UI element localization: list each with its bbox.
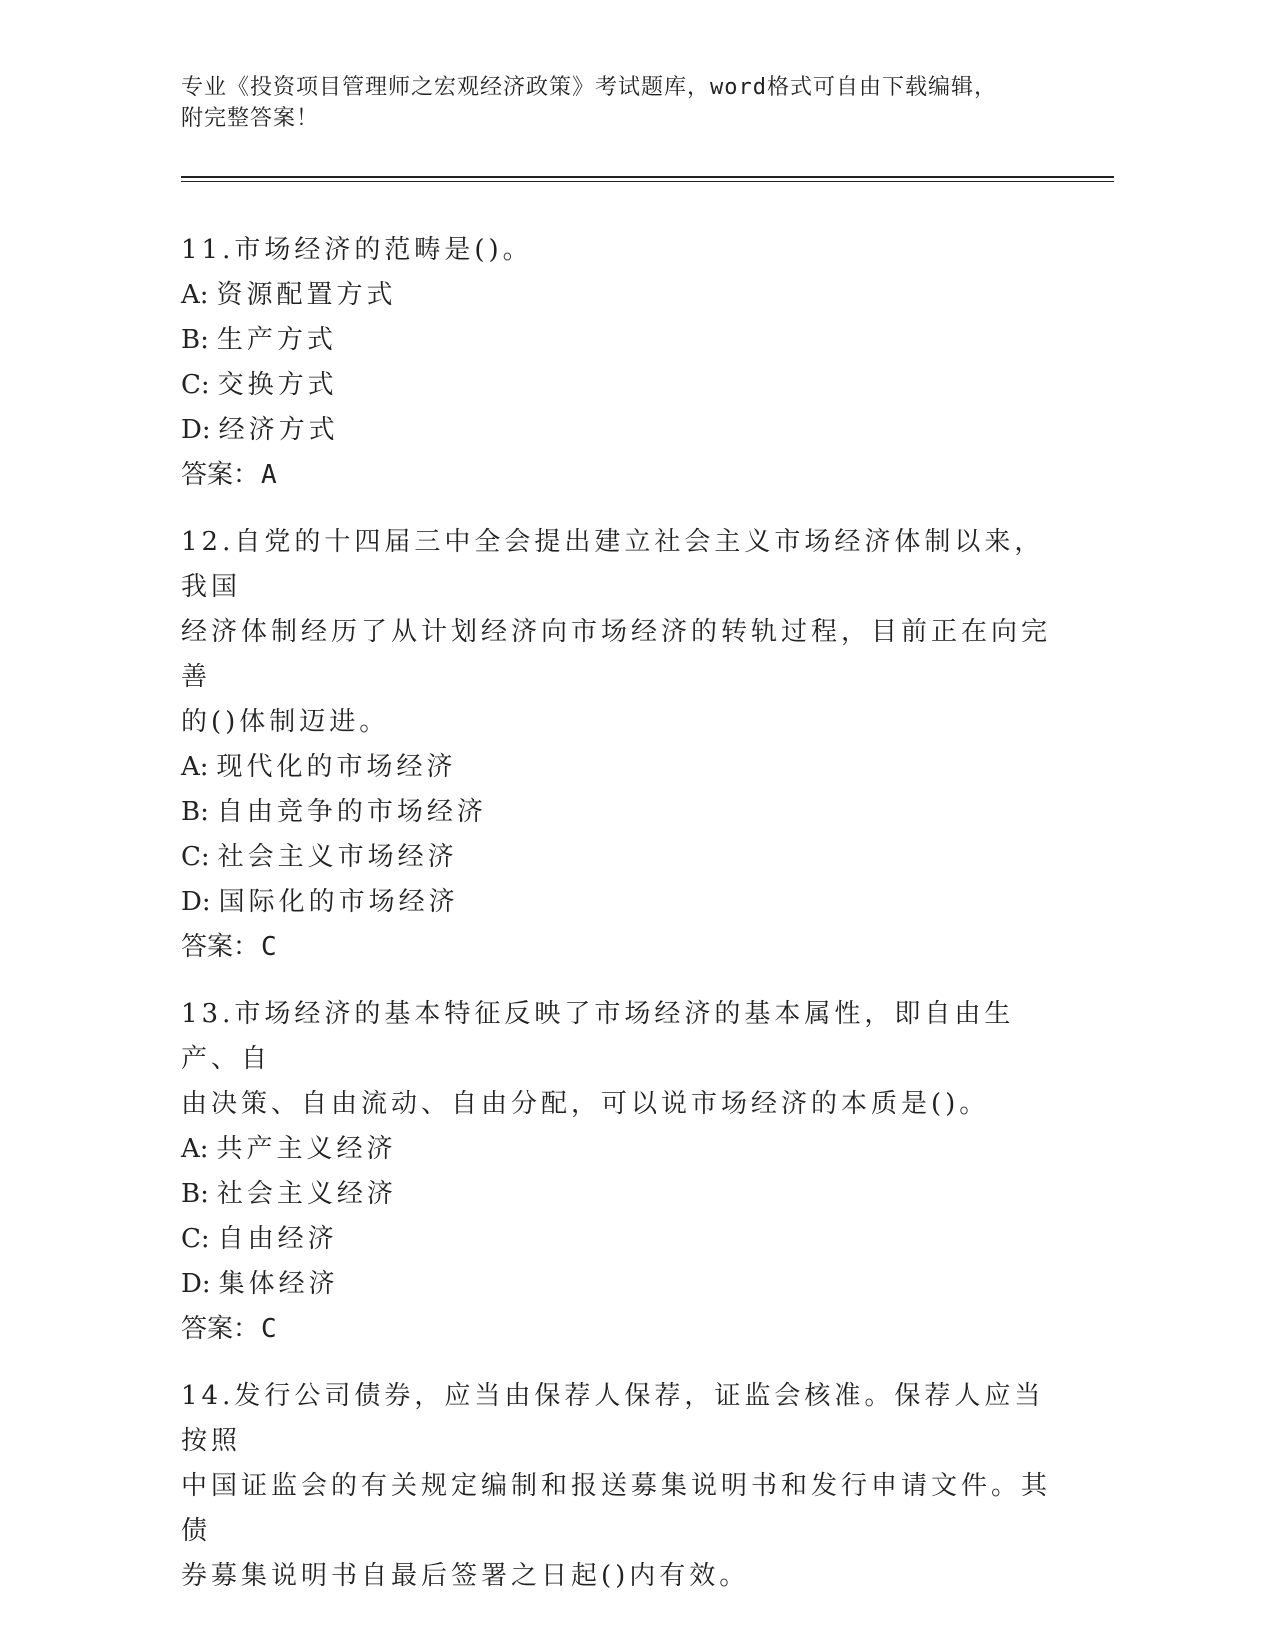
- question-stem-line: 14.发行公司债券，应当由保荐人保荐，证监会核准。保荐人应当按照: [181, 1381, 1045, 1456]
- answer-line: [181, 1307, 1061, 1352]
- option-item: [181, 1262, 1061, 1307]
- header-divider-thick: [181, 176, 1114, 178]
- option-text: 社会主义市场经济: [217, 842, 458, 872]
- option-text: 国际化的市场经济: [218, 887, 459, 917]
- option-letter: B:: [181, 1179, 209, 1209]
- question-13: [181, 992, 1061, 1352]
- option-text: 生产方式: [216, 325, 337, 355]
- option-text: 自由经济: [217, 1224, 338, 1254]
- option-text: 社会主义经济: [216, 1179, 397, 1209]
- option-letter: A:: [181, 752, 209, 782]
- question-stem-line: 12.自党的十四届三中全会提出建立社会主义市场经济体制以来，我国: [181, 527, 1045, 602]
- option-item: [181, 363, 1061, 408]
- question-12: [181, 520, 1061, 970]
- option-item: [181, 273, 1061, 318]
- option-text: 经济方式: [218, 415, 339, 445]
- option-letter: A:: [181, 280, 209, 310]
- header-line-1: 专业《投资项目管理师之宏观经济政策》考试题库，word格式可自由下载编辑，: [181, 75, 997, 100]
- question-14: [181, 1374, 1061, 1599]
- option-text: 资源配置方式: [216, 280, 397, 310]
- question-list: [181, 228, 1061, 1621]
- option-item: [181, 790, 1061, 835]
- question-stem-line: 11.市场经济的范畴是()。: [181, 235, 533, 265]
- option-letter: D:: [181, 887, 211, 917]
- option-item: [181, 880, 1061, 925]
- option-letter: D:: [181, 415, 211, 445]
- option-item: [181, 835, 1061, 880]
- answer-key: C: [261, 932, 277, 962]
- answer-line: [181, 453, 1061, 498]
- question-stem-line: 13.市场经济的基本特征反映了市场经济的基本属性，即自由生产、自: [181, 999, 1015, 1074]
- option-text: 现代化的市场经济: [216, 752, 457, 782]
- answer-label: 答案：: [181, 932, 260, 962]
- option-text: 自由竞争的市场经济: [216, 797, 487, 827]
- option-text: 交换方式: [217, 370, 338, 400]
- question-stem-line: 由决策、自由流动、自由分配，可以说市场经济的本质是()。: [181, 1089, 990, 1119]
- option-text: 共产主义经济: [216, 1134, 397, 1164]
- option-item: [181, 745, 1061, 790]
- question-stem-line: 的()体制迈进。: [181, 707, 390, 737]
- option-item: [181, 1217, 1061, 1262]
- option-letter: B:: [181, 325, 209, 355]
- option-letter: C:: [181, 1224, 210, 1254]
- option-letter: D:: [181, 1269, 211, 1299]
- answer-label: 答案：: [181, 1314, 260, 1344]
- option-letter: C:: [181, 370, 210, 400]
- question-stem-line: 券募集说明书自最后签署之日起()内有效。: [181, 1561, 750, 1591]
- header-divider-thin: [181, 181, 1114, 182]
- answer-label: 答案：: [181, 460, 260, 490]
- answer-key: A: [261, 460, 277, 490]
- option-letter: A:: [181, 1134, 209, 1164]
- question-stem-line: 中国证监会的有关规定编制和报送募集说明书和发行申请文件。其债: [181, 1471, 1052, 1546]
- document-header: [181, 72, 1061, 134]
- option-item: [181, 1172, 1061, 1217]
- question-stem-line: 经济体制经历了从计划经济向市场经济的转轨过程，目前正在向完善: [181, 617, 1052, 692]
- header-line-2: 附完整答案！: [181, 106, 320, 131]
- question-11: [181, 228, 1061, 498]
- answer-key: C: [261, 1314, 277, 1344]
- answer-line: [181, 925, 1061, 970]
- option-item: [181, 1127, 1061, 1172]
- option-item: [181, 408, 1061, 453]
- option-text: 集体经济: [218, 1269, 339, 1299]
- option-letter: B:: [181, 797, 209, 827]
- option-letter: C:: [181, 842, 210, 872]
- option-item: [181, 318, 1061, 363]
